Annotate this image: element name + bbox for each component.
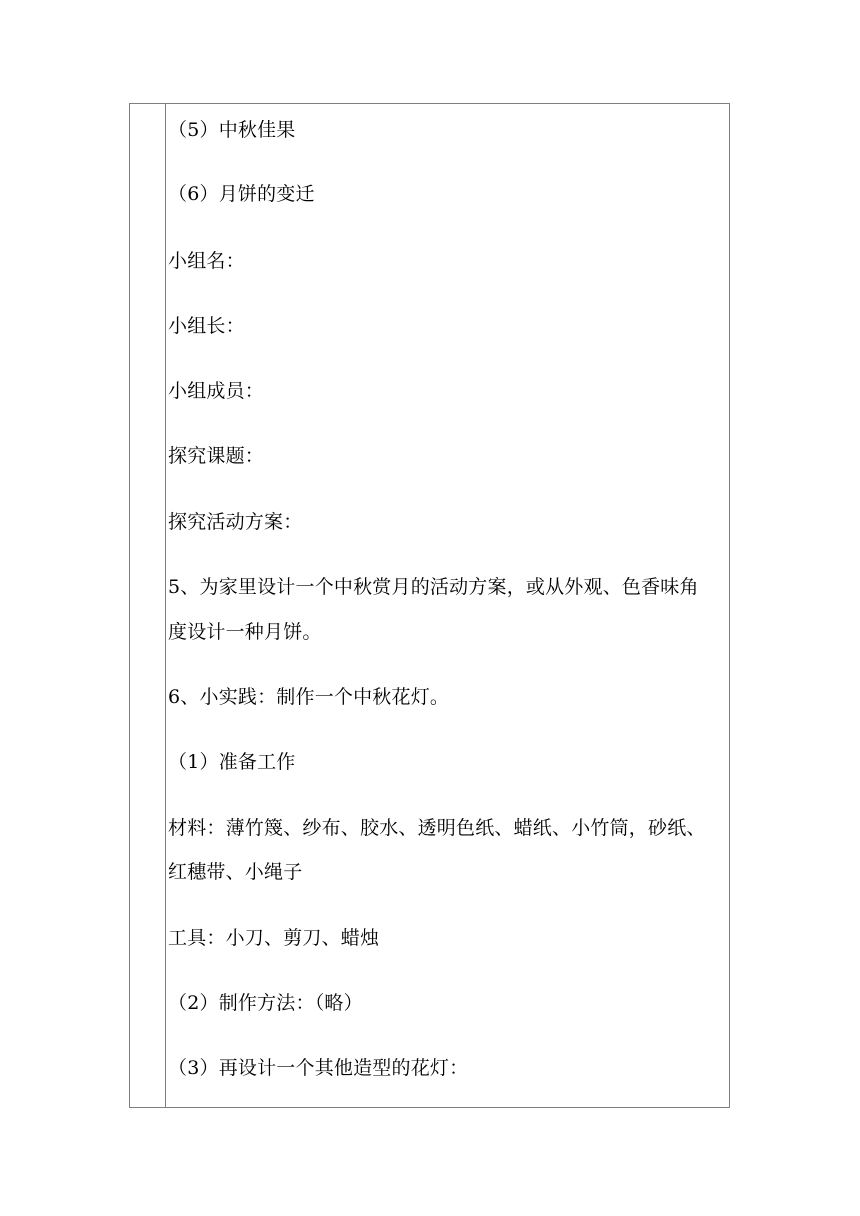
- text-line-11: （1）准备工作: [168, 751, 296, 773]
- text-line-5: 小组成员：: [168, 380, 265, 402]
- text-line-6: 探究课题：: [168, 445, 265, 467]
- text-line-2: （6）月饼的变迁: [168, 183, 315, 205]
- text-line-9: 度设计一种月饼。: [168, 621, 322, 643]
- text-line-10: 6、小实践：制作一个中秋花灯。: [168, 686, 450, 708]
- text-line-14: 工具：小刀、剪刀、蜡烛: [168, 927, 380, 949]
- text-line-16: （3）再设计一个其他造型的花灯：: [168, 1057, 469, 1079]
- text-line-1: （5）中秋佳果: [168, 119, 296, 141]
- text-line-13: 红穗带、小绳子: [168, 861, 303, 883]
- text-line-3: 小组名：: [168, 250, 245, 272]
- table-left-column: [130, 104, 166, 1107]
- text-line-4: 小组长：: [168, 315, 245, 337]
- table-content-cell: [166, 104, 729, 1107]
- text-line-15: （2）制作方法：（略）: [168, 992, 363, 1014]
- text-line-12: 材料：薄竹篾、纱布、胶水、透明色纸、蜡纸、小竹筒，砂纸、: [168, 817, 706, 839]
- text-line-8: 5、为家里设计一个中秋赏月的活动方案，或从外观、色香味角: [168, 576, 699, 598]
- text-line-7: 探究活动方案：: [168, 511, 303, 533]
- document-table: [129, 103, 730, 1108]
